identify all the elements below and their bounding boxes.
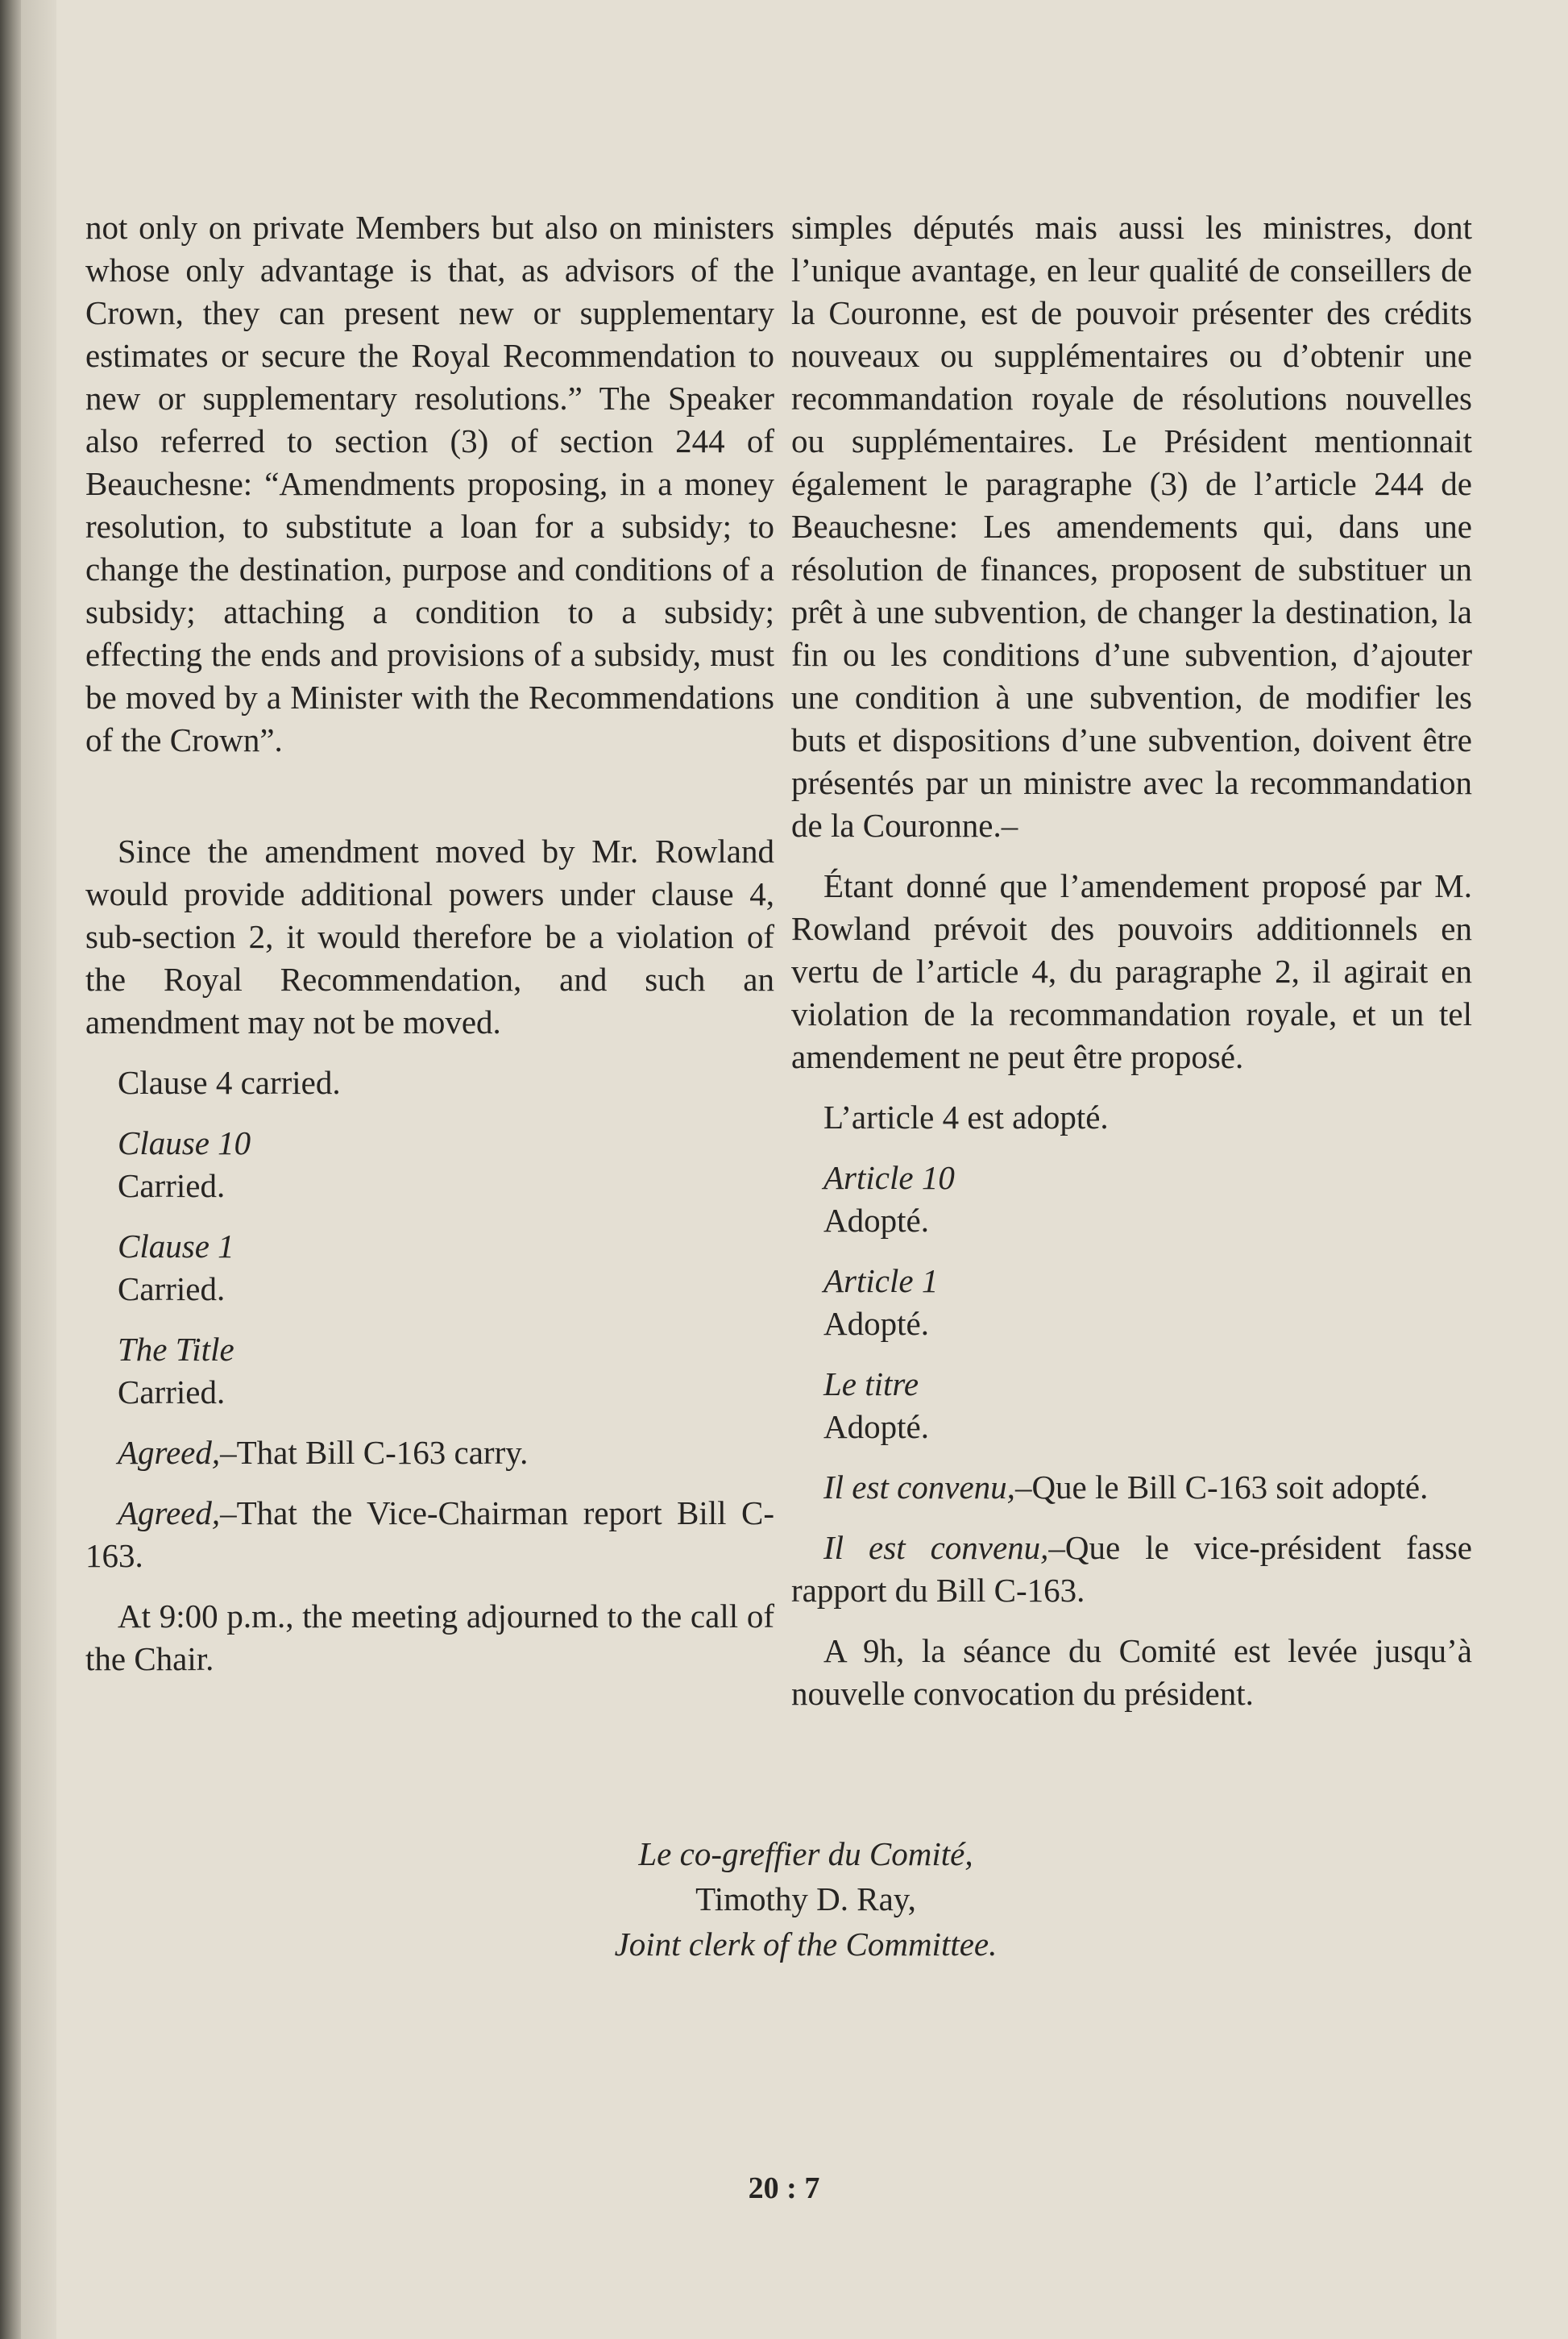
fr-agreed-label: Il est convenu,	[823, 1469, 1015, 1506]
signature-block	[483, 1831, 1128, 1967]
page-number: 20 : 7	[748, 2171, 820, 2205]
fr-title-clause	[791, 1363, 1472, 1448]
en-title-clause	[85, 1328, 774, 1414]
en-agreed-text: –That Bill C-163 carry.	[220, 1434, 529, 1471]
fr-adjournment: A 9h, la séance du Comité est levée jusqu’à nouvelle convocation du président.	[791, 1632, 1472, 1712]
en-clause-4: Clause 4 carried.	[118, 1064, 341, 1101]
en-agreed-label: Agreed,	[118, 1434, 221, 1471]
english-column	[85, 206, 774, 1681]
french-column	[791, 206, 1472, 1715]
fr-agreed-text: –Que le vice-président fasse rapport du Bill C-163.	[791, 1529, 1472, 1609]
binding-edge	[21, 0, 56, 2339]
en-clause-1-result: Carried.	[118, 1270, 226, 1307]
en-clause-10-heading: Clause 10	[118, 1124, 251, 1161]
signature-english-title: Joint clerk of the Committee.	[614, 1926, 998, 1963]
fr-clause-1-result: Adopté.	[823, 1305, 929, 1342]
fr-title-heading: Le titre	[823, 1365, 919, 1402]
en-title-heading: The Title	[118, 1331, 234, 1368]
fr-clause-4: L’article 4 est adopté.	[823, 1099, 1109, 1136]
fr-title-result: Adopté.	[823, 1408, 929, 1445]
fr-agreed-report	[791, 1527, 1472, 1612]
fr-agreed-text: –Que le Bill C-163 soit adopté.	[1014, 1469, 1429, 1506]
fr-clause-10	[791, 1157, 1472, 1242]
binding-shadow	[0, 0, 21, 2339]
signature-name: Timothy D. Ray,	[695, 1880, 916, 1917]
en-title-result: Carried.	[118, 1373, 226, 1410]
en-paragraph-speaker: not only on private Members but also on ministers whose only advantage is that, as advisors of the Crown, they can present new or supplementary estimates or secure the Royal Recommendation to new or supplementary resolutions.” The Speaker also referred to section (3) of section 244 of Beauchesne: “Amendments proposing, in a money resolution, to substitute a loan for a subsidy; to change the destination, purpose and conditions of a subsidy; attaching a condition to a subsidy; effecting the ends and provisions of a subsidy, must be moved by a Minister with the Recommendations of the Crown”.	[85, 209, 774, 758]
fr-paragraph-amendment: Étant donné que l’amendement proposé par M. Rowland prévoit des pouvoirs additionnels en vertu de l’article 4, du paragraphe 2, il agirait en violation de la recommandation royale, et un tel amendement ne peut être proposé.	[791, 867, 1472, 1075]
signature-french-title: Le co-greffier du Comité,	[638, 1835, 973, 1872]
en-clause-1	[85, 1225, 774, 1311]
en-agreed-text: –That the Vice-Chairman report Bill C-163.	[85, 1494, 774, 1574]
en-agreed-label: Agreed,	[118, 1494, 221, 1531]
en-clause-10-result: Carried.	[118, 1167, 226, 1204]
en-paragraph-amendment: Since the amendment moved by Mr. Rowland would provide additional powers under clause 4, sub-section 2, it would therefore be a violation of the Royal Recommendation, and such an amendment may not be moved.	[85, 833, 774, 1041]
fr-clause-1	[791, 1260, 1472, 1345]
fr-clause-10-result: Adopté.	[823, 1202, 929, 1239]
fr-clause-10-heading: Article 10	[823, 1159, 955, 1196]
fr-agreed-carry	[791, 1466, 1472, 1509]
fr-clause-1-heading: Article 1	[823, 1262, 939, 1299]
en-agreed-report	[85, 1492, 774, 1577]
fr-paragraph-speaker: simples députés mais aussi les ministres, dont l’unique avantage, en leur qualité de conseillers de la Couronne, est de pouvoir présenter des crédits nouveaux ou supplémentaires ou d’obtenir une recommandation royale de résolutions nouvelles ou supplémentaires. Le Président mentionnait également le paragraphe (3) de l’article 244 de Beauchesne: Les amendements qui, dans une résolution de finances, proposent de substituer un prêt à une subvention, de changer la destination, la fin ou les conditions d’une subvention, d’ajouter une condition à une subvention, de modifier les buts et dispositions d’une subvention, doivent être présentés par un ministre avec la recommandation de la Couronne.–	[791, 209, 1472, 844]
en-agreed-carry	[85, 1431, 774, 1474]
en-clause-10	[85, 1122, 774, 1207]
en-clause-1-heading: Clause 1	[118, 1228, 234, 1265]
en-adjournment: At 9:00 p.m., the meeting adjourned to the call of the Chair.	[85, 1597, 774, 1677]
fr-agreed-label: Il est convenu,	[823, 1529, 1049, 1566]
